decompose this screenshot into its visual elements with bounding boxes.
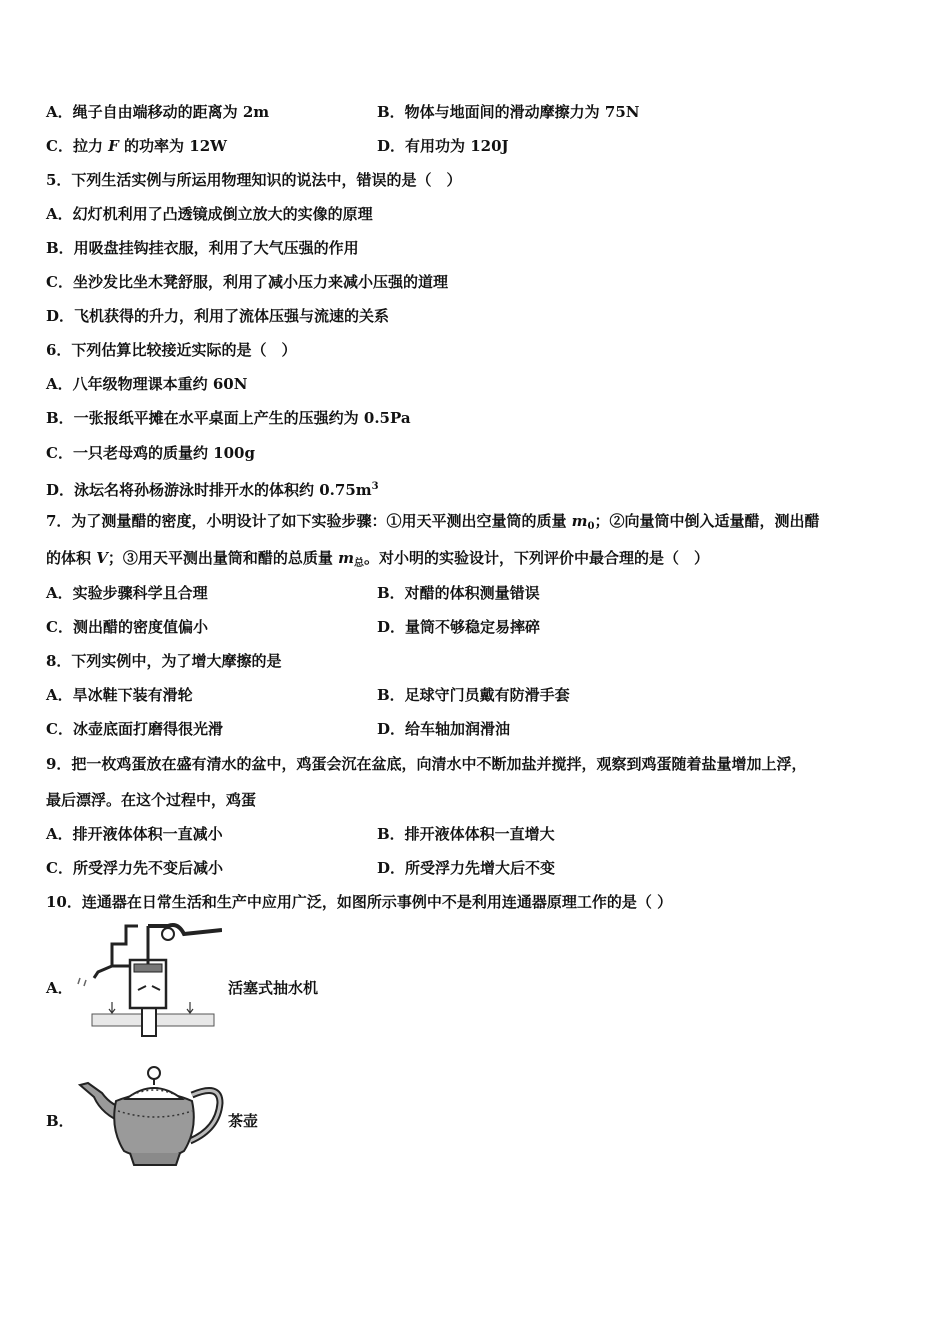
- q7-option-a: A．实验步骤科学且合理: [46, 584, 208, 602]
- q7-stem1-b: ；②向量筒中倒入适量醋，测出醋: [594, 512, 820, 530]
- q6-option-d-text: D．泳坛名将孙杨游泳时排开水的体积约 0.75m: [46, 481, 372, 499]
- q10-option-b-caption: 茶壶: [228, 1112, 259, 1130]
- q8-option-d: D．给车轴加润滑油: [377, 720, 511, 738]
- q9-option-a: A．排开液体体积一直减小: [46, 825, 223, 843]
- q4-option-a: A．绳子自由端移动的距离为 2m: [46, 103, 270, 121]
- q8-option-b: B．足球守门员戴有防滑手套: [377, 686, 570, 704]
- q6-option-d-sup: 3: [371, 481, 379, 492]
- piston-pump-figure: [72, 920, 222, 1040]
- q4-option-d: D．有用功为 120J: [377, 137, 509, 155]
- q4-option-c-suffix: 的功率为 12W: [118, 137, 227, 155]
- q4-option-c-var: F: [108, 137, 119, 155]
- q7-stem-line2: [46, 548, 709, 574]
- q6-stem: 6．下列估算比较接近实际的是（ ）: [46, 341, 297, 359]
- q4-option-c: [46, 136, 227, 156]
- q7-stem2-a: 的体积: [46, 549, 97, 567]
- q5-stem: 5．下列生活实例与所运用物理知识的说法中，错误的是（ ）: [46, 171, 462, 189]
- q5-option-d: D．飞机获得的升力，利用了流体压强与流速的关系: [46, 307, 390, 325]
- q6-option-b: B．一张报纸平摊在水平桌面上产生的压强约为 0.5Pa: [46, 409, 411, 427]
- q7-option-d: D．量筒不够稳定易摔碎: [377, 618, 541, 636]
- q9-option-b: B．排开液体体积一直增大: [377, 825, 555, 843]
- q7-stem2-b: ；③用天平测出量筒和醋的总质量: [107, 549, 339, 567]
- q7-stem2-c: 。对小明的实验设计，下列评价中最合理的是（ ）: [363, 549, 709, 567]
- q5-option-c: C．坐沙发比坐木凳舒服，利用了减小压力来减小压强的道理: [46, 273, 448, 291]
- q7-stem1-var: m: [571, 512, 588, 530]
- q7-stem1-a: 7．为了测量醋的密度，小明设计了如下实验步骤：①用天平测出空量筒的质量: [46, 512, 572, 530]
- q9-stem-line2: 最后漂浮。在这个过程中，鸡蛋: [46, 791, 257, 809]
- q10-stem: 10．连通器在日常生活和生产中应用广泛，如图所示事例中不是利用连通器原理工作的是（ ）: [46, 893, 673, 911]
- q7-stem2-var2: m: [338, 549, 354, 567]
- q8-option-c: C．冰壶底面打磨得很光滑: [46, 720, 223, 738]
- q4-option-c-prefix: C．拉力: [46, 137, 109, 155]
- q9-option-d: D．所受浮力先增大后不变: [377, 859, 556, 877]
- q7-stem1-sub: 0: [587, 521, 595, 532]
- q5-option-b: B．用吸盘挂钩挂衣服，利用了大气压强的作用: [46, 239, 359, 257]
- q10-option-b-letter: B．: [46, 1112, 74, 1130]
- q4-option-b: B．物体与地面间的滑动摩擦力为 75N: [377, 103, 640, 121]
- q6-option-a: A．八年级物理课本重约 60N: [46, 375, 248, 393]
- q7-stem2-var: V: [96, 549, 108, 567]
- q5-option-a: A．幻灯机利用了凸透镜成倒立放大的实像的原理: [46, 205, 373, 223]
- teapot-figure: [72, 1055, 227, 1175]
- q7-option-b: B．对醋的体积测量错误: [377, 584, 540, 602]
- q7-option-c: C．测出醋的密度值偏小: [46, 618, 208, 636]
- q7-stem-line1: [46, 511, 820, 537]
- q8-stem: 8．下列实例中，为了增大摩擦的是: [46, 652, 282, 670]
- q6-option-d: [46, 477, 379, 500]
- q9-option-c: C．所受浮力先不变后减小: [46, 859, 223, 877]
- q6-option-c: C．一只老母鸡的质量约 100g: [46, 444, 255, 462]
- q7-stem2-sub: 总: [353, 558, 364, 569]
- q9-stem-line1: 9．把一枚鸡蛋放在盛有清水的盆中，鸡蛋会沉在盆底，向清水中不断加盐并搅拌，观察到鸡蛋随着盐量增加上浮，: [46, 755, 807, 773]
- q8-option-a: A．旱冰鞋下装有滑轮: [46, 686, 193, 704]
- q10-option-a-letter: A．: [46, 979, 73, 997]
- q10-option-a-caption: 活塞式抽水机: [228, 979, 319, 997]
